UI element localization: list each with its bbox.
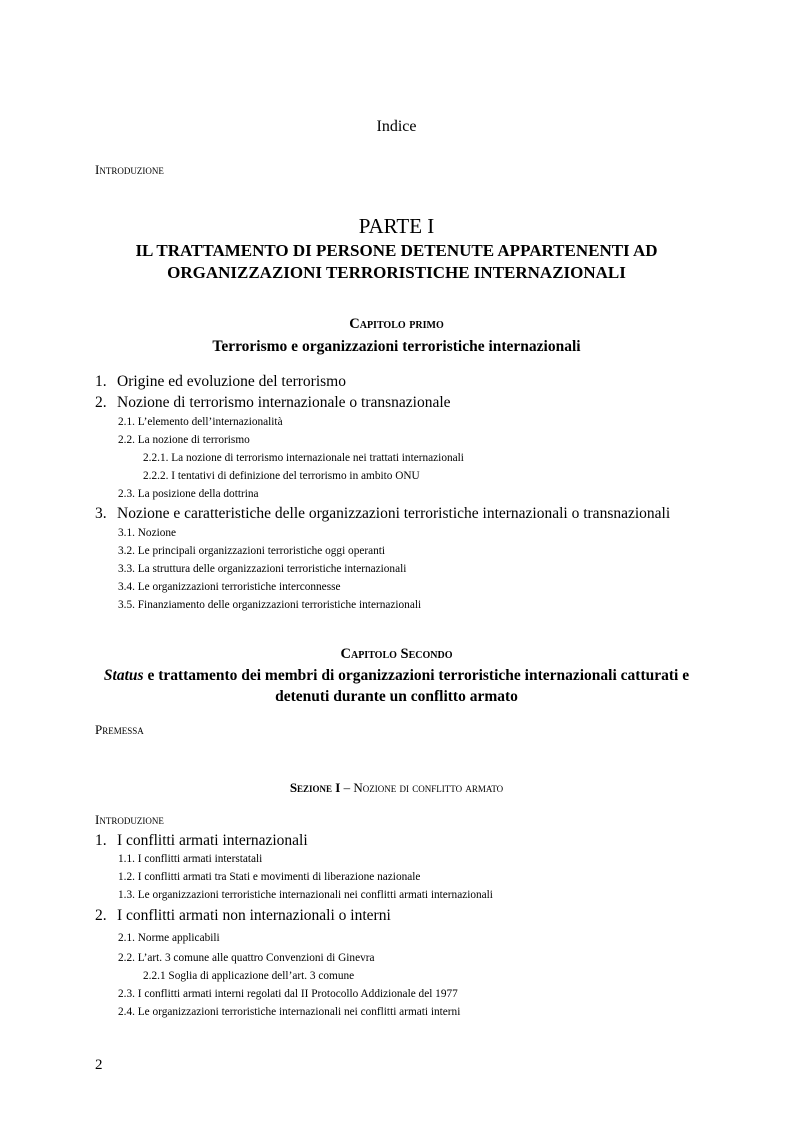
- toc-entry-number: 2.: [95, 394, 107, 411]
- toc-subsubentry: 2.2.1. La nozione di terrorismo internazionale nei trattati internazionali: [143, 452, 464, 464]
- toc-entry-number: 2.: [95, 907, 107, 924]
- index-title: Indice: [376, 118, 417, 135]
- part-label: PARTE I: [358, 214, 435, 238]
- section-heading: [0, 780, 793, 796]
- toc-subentry: 2.1. L’elemento dell’internazionalità: [118, 416, 283, 428]
- toc-entry-text: Origine ed evoluzione del terrorismo: [117, 373, 346, 390]
- toc-subentry: 2.3. La posizione della dottrina: [118, 488, 259, 500]
- toc-subsubentry: 2.2.1 Soglia di applicazione dell’art. 3 comune: [143, 970, 355, 982]
- toc-subentry: 3.3. La struttura delle organizzazioni terroristiche internazionali: [118, 563, 407, 575]
- toc-entry-number: 3.: [95, 505, 107, 522]
- chapter2-title-italic: Status: [103, 667, 144, 684]
- toc-subentry: 3.5. Finanziamento delle organizzazioni terroristiche internazionali: [118, 599, 422, 611]
- chapter2-title-line1: [0, 667, 793, 685]
- chapter2-label: Capitolo Secondo: [340, 646, 453, 662]
- section-title: Nozione di conflitto armato: [353, 780, 504, 795]
- toc-entry-text: I conflitti armati non internazionali o interni: [117, 907, 391, 924]
- toc-subentry: 1.3. Le organizzazioni terroristiche internazionali nei conflitti armati internazionali: [118, 889, 493, 901]
- toc-entry: [95, 907, 391, 925]
- chapter2-title-rest: e trattamento dei membri di organizzazioni terroristiche internazionali catturati e: [143, 667, 690, 684]
- chapter2-title-line2: detenuti durante un conflitto armato: [275, 688, 518, 705]
- section-label: Sezione I: [289, 780, 341, 795]
- toc-subentry: 2.2. L’art. 3 comune alle quattro Convenzioni di Ginevra: [118, 952, 375, 964]
- toc-entry-number: 1.: [95, 373, 107, 390]
- toc-entry: [95, 373, 346, 391]
- section-dash: –: [340, 780, 354, 795]
- toc-subsubentry: 2.2.2. I tentativi di definizione del terrorismo in ambito ONU: [143, 470, 420, 482]
- toc-subentry: 3.4. Le organizzazioni terroristiche interconnesse: [118, 581, 341, 593]
- toc-entry: [95, 832, 308, 850]
- toc-subentry: 3.2. Le principali organizzazioni terroristiche oggi operanti: [118, 545, 386, 557]
- toc-subentry: 1.1. I conflitti armati interstatali: [118, 853, 263, 865]
- toc-entry: [95, 505, 670, 523]
- toc-entry-number: 1.: [95, 832, 107, 849]
- toc-subentry: 1.2. I conflitti armati tra Stati e movimenti di liberazione nazionale: [118, 871, 421, 883]
- toc-entry-text: Nozione e caratteristiche delle organizzazioni terroristiche internazionali o transnazionali: [117, 505, 671, 522]
- part-title-line1: IL TRATTAMENTO DI PERSONE DETENUTE APPARTENENTI AD: [135, 241, 658, 260]
- intro-entry: Introduzione: [95, 162, 164, 177]
- toc-subentry: 2.2. La nozione di terrorismo: [118, 434, 250, 446]
- premessa-entry: Premessa: [95, 722, 144, 737]
- toc-subentry: 2.1. Norme applicabili: [118, 932, 220, 944]
- toc-subentry: 3.1. Nozione: [118, 527, 177, 539]
- toc-entry-text: I conflitti armati internazionali: [117, 832, 308, 849]
- chapter1-title: Terrorismo e organizzazioni terroristiche internazionali: [212, 338, 581, 355]
- toc-subentry: 2.4. Le organizzazioni terroristiche internazionali nei conflitti armati interni: [118, 1006, 461, 1018]
- chapter1-label: Capitolo primo: [349, 316, 444, 332]
- toc-entry: [95, 394, 451, 412]
- section-intro-entry: Introduzione: [95, 812, 164, 827]
- part-title-line2: ORGANIZZAZIONI TERRORISTICHE INTERNAZIONALI: [167, 263, 626, 282]
- toc-subentry: 2.3. I conflitti armati interni regolati dal II Protocollo Addizionale del 1977: [118, 988, 458, 1000]
- toc-entry-text: Nozione di terrorismo internazionale o transnazionale: [117, 394, 451, 411]
- page-number: 2: [95, 1057, 103, 1073]
